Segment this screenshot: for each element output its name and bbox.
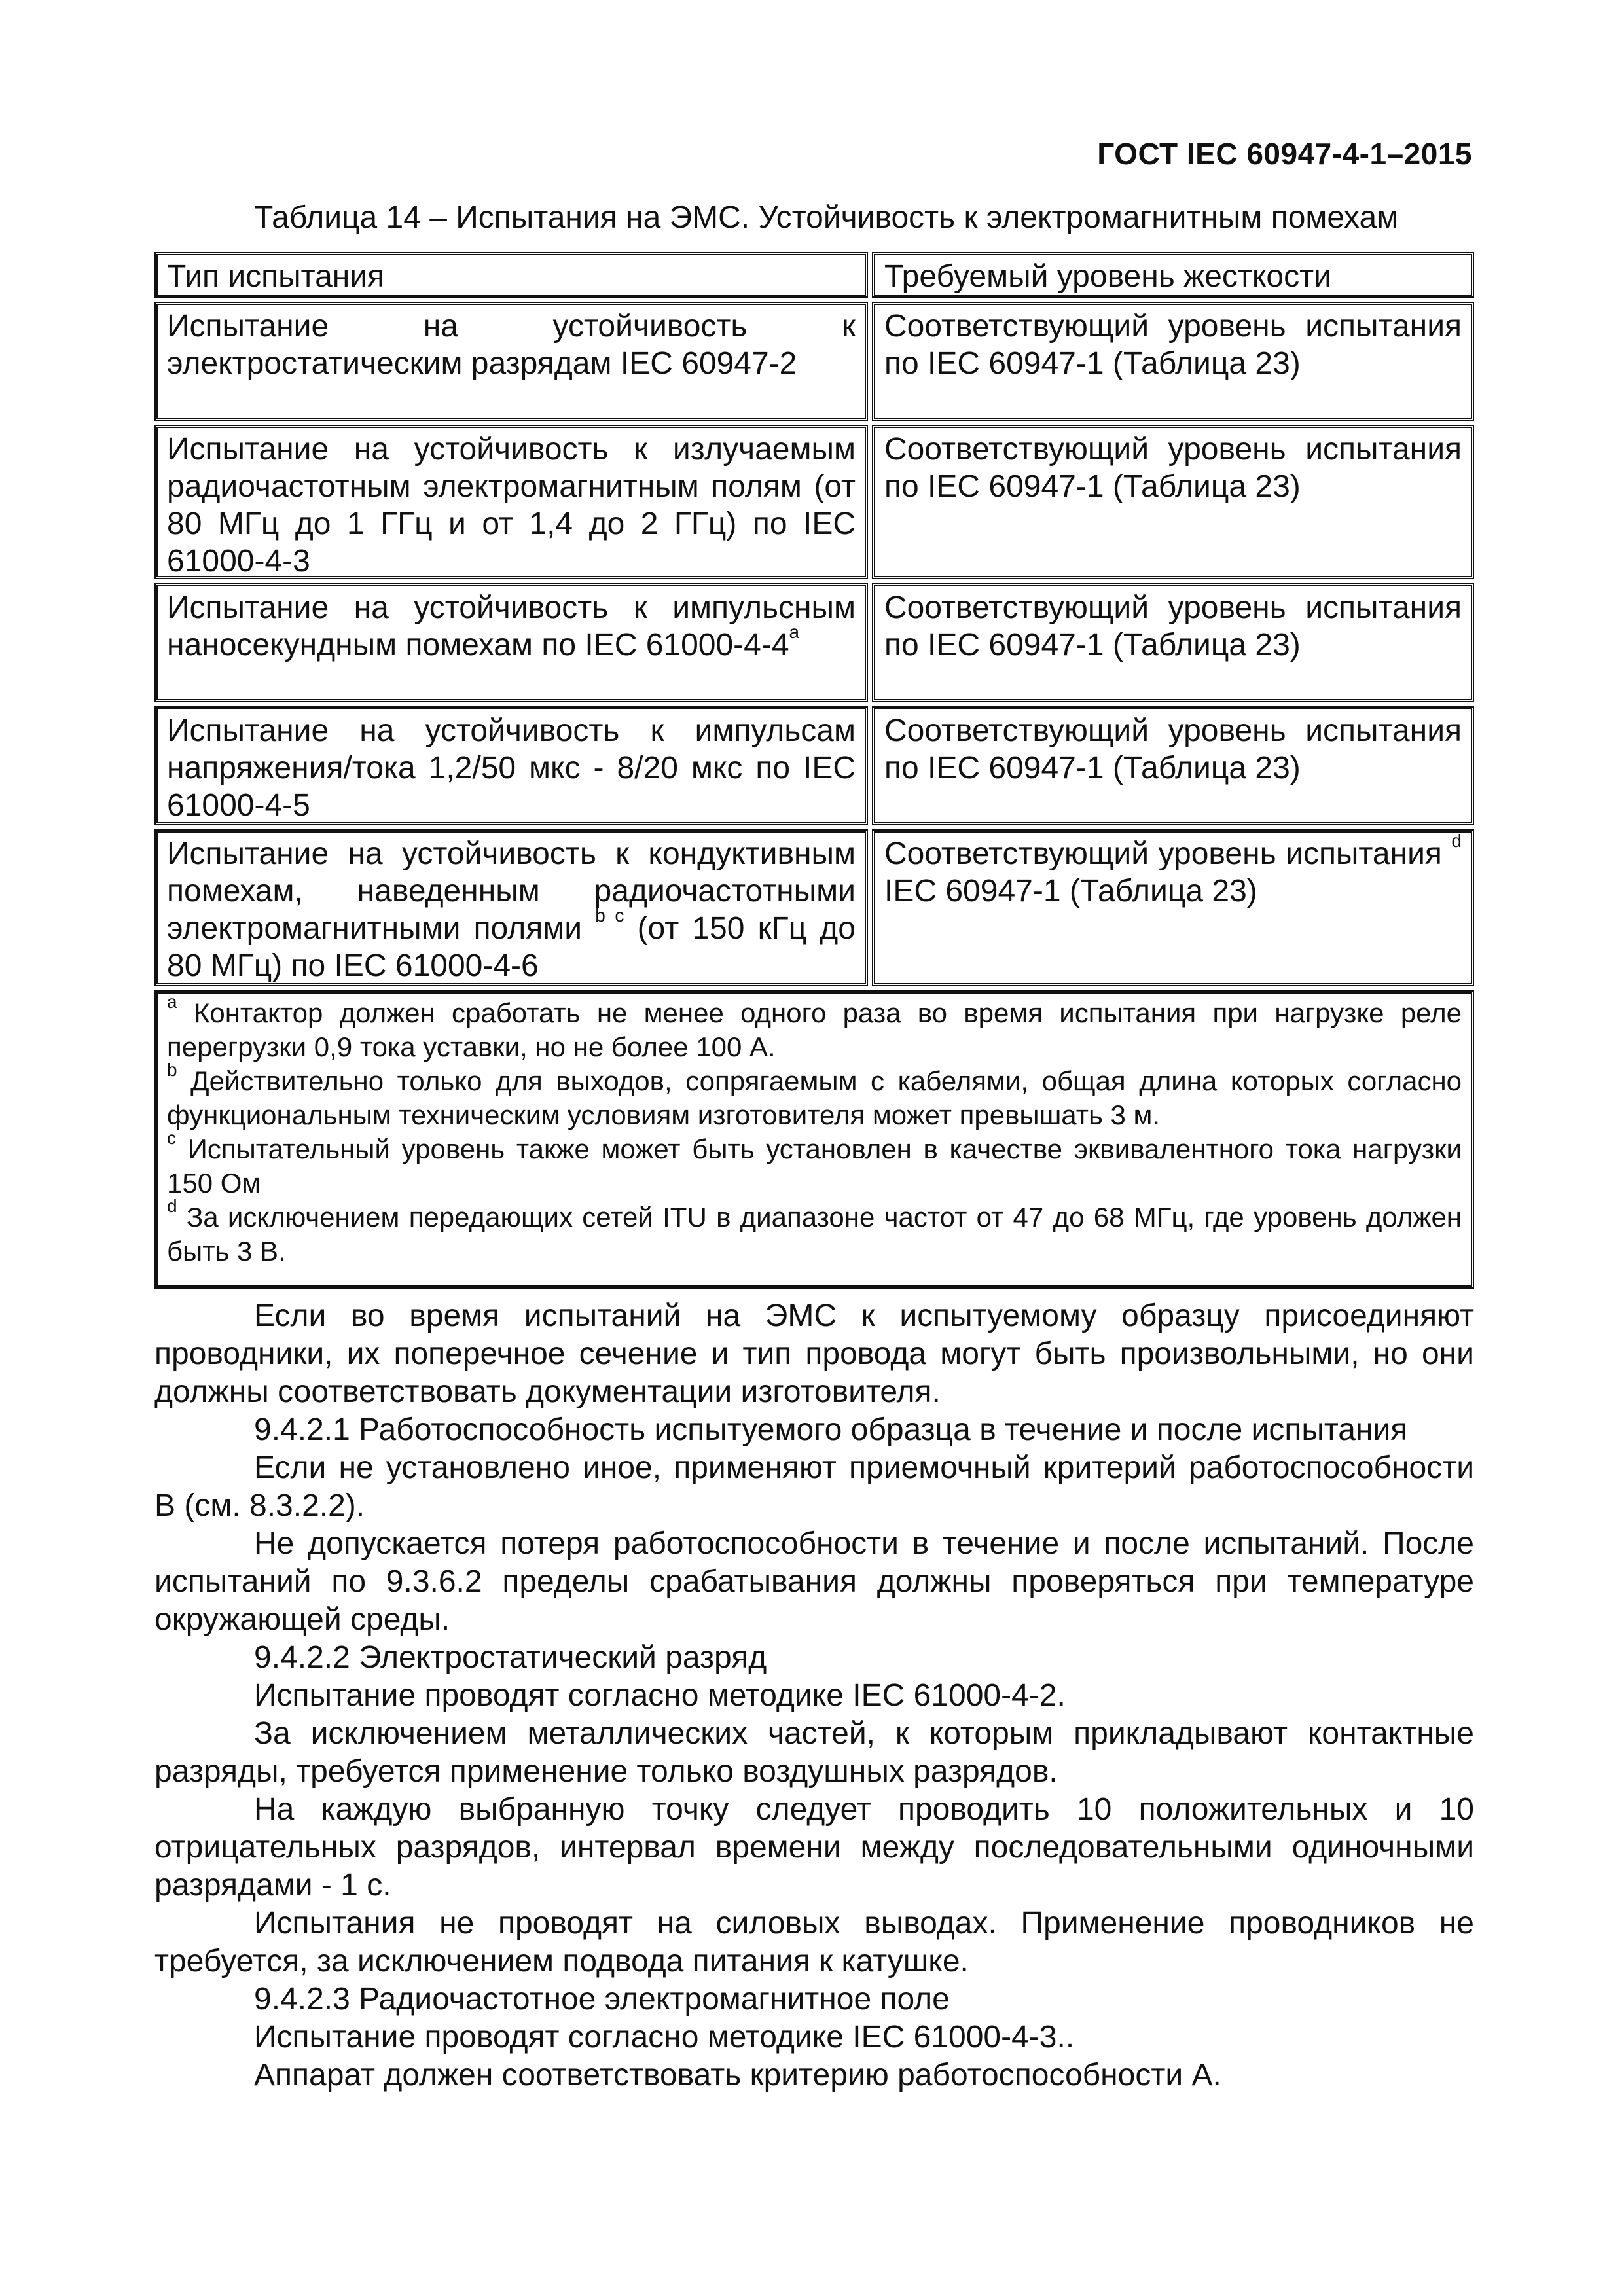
body-text	[154, 1297, 1474, 2094]
table-caption: Таблица 14 – Испытания на ЭМС. Устойчивость к электромагнитным помехам	[254, 200, 1399, 235]
table-row-test-cell: Испытание на устойчивость к электростатическим разрядам IEC 60947-2	[154, 302, 868, 421]
footnote-mark: d	[1451, 831, 1462, 851]
section-heading: 9.4.2.3 Радиочастотное электромагнитное поле	[254, 1982, 950, 2017]
footnote: $^a$ Контактор должен сработать не менее одного раза во время испытания при нагрузке реле перегрузки 0,9 тока уставки, но не более 100 А.	[167, 992, 1462, 1062]
table-row-test-cell: Испытание на устойчивость к импульсам напряжения/тока 1,2/50 мкс - 8/20 мкс по IEC 61000-4-5	[154, 706, 868, 825]
table-header-cell	[872, 252, 1474, 298]
paragraph: Если не установлено иное, применяют приемочный критерий работоспособности В (см. 8.3.2.2).	[154, 1450, 1474, 1523]
paragraph: Если во время испытаний на ЭМС к испытуемому образцу присоединяют проводники, их поперечное сечение и тип провода могут быть произвольными, но они должны соответствовать документации изготовителя.	[154, 1299, 1474, 1409]
footnote-mark: a	[789, 622, 800, 642]
table-row-level-cell: Соответствующий уровень испытания по IEC 60947-1 (Таблица 23)	[872, 425, 1474, 579]
table-row-test-cell: Испытание на устойчивость к кондуктивным помехам, наведенным радиочастотными электромагнитными полями $^{b c}$ (от 150 кГц до 80 МГц) по IEC 61000-4-6	[154, 829, 868, 986]
paragraph: Аппарат должен соответствовать критерию работоспособности А.	[254, 2058, 1221, 2092]
footnote: $^c$ Испытательный уровень также может быть установлен в качестве эквивалентного тока нагрузки 150 Ом	[167, 1128, 1462, 1198]
paragraph: Не допускается потеря работоспособности в течение и после испытаний. После испытаний по 9.3.6.2 пределы срабатывания должны проверяться при температуре окружающей среды.	[154, 1526, 1474, 1637]
column-header-test-type: Тип испытания	[167, 259, 385, 294]
standard-number: ГОСТ IEC 60947-4-1–2015	[1097, 137, 1472, 171]
footnote-mark: b c	[595, 905, 624, 925]
table-header-cell	[154, 252, 868, 298]
column-header-severity: Требуемый уровень жесткости	[884, 259, 1331, 294]
table-row-test-cell: Испытание на устойчивость к импульсным наносекундным помехам по IEC 61000-4-4$^a$	[154, 583, 868, 702]
paragraph: На каждую выбранную точку следует проводить 10 положительных и 10 отрицательных разрядов, интервал времени между последовательными одиночными разрядами - 1 с.	[154, 1792, 1474, 1903]
paragraph: Испытание проводят согласно методике IEC 61000-4-3..	[254, 2020, 1075, 2054]
footnote: $^b$ Действительно только для выходов, сопрягаемым с кабелями, общая длина которых согласно функциональным техническим условиям изготовителя может превышать 3 м.	[167, 1060, 1462, 1130]
table-footnotes	[154, 990, 1474, 1289]
section-heading: 9.4.2.1 Работоспособность испытуемого образца в течение и после испытания	[254, 1412, 1408, 1447]
table-row-level-cell: Соответствующий уровень испытания по IEC 60947-1 (Таблица 23)	[872, 706, 1474, 825]
table-row-level-cell: Соответствующий уровень испытания по IEC 60947-1 (Таблица 23)	[872, 583, 1474, 702]
table-row-level-cell: Соответствующий уровень испытания $^d$ IEC 60947-1 (Таблица 23)	[872, 829, 1474, 986]
paragraph: Испытания не проводят на силовых выводах. Применение проводников не требуется, за исключением подвода питания к катушке.	[154, 1906, 1474, 1979]
table-row-level-cell: Соответствующий уровень испытания по IEC 60947-1 (Таблица 23)	[872, 302, 1474, 421]
paragraph: Испытание проводят согласно методике IEC 61000-4-2.	[254, 1678, 1066, 1713]
footnote: $^d$ За исключением передающих сетей ITU в диапазоне частот от 47 до 68 МГц, где уровень должен быть 3 В.	[167, 1196, 1462, 1266]
section-heading: 9.4.2.2 Электростатический разряд	[254, 1640, 767, 1675]
table-row-test-cell: Испытание на устойчивость к излучаемым радиочастотным электромагнитным полям (от 80 МГц до 1 ГГц и от 1,4 до 2 ГГц) по IEC 61000-4-3	[154, 425, 868, 579]
paragraph: За исключением металлических частей, к которым прикладывают контактные разряды, требуется применение только воздушных разрядов.	[154, 1716, 1474, 1789]
